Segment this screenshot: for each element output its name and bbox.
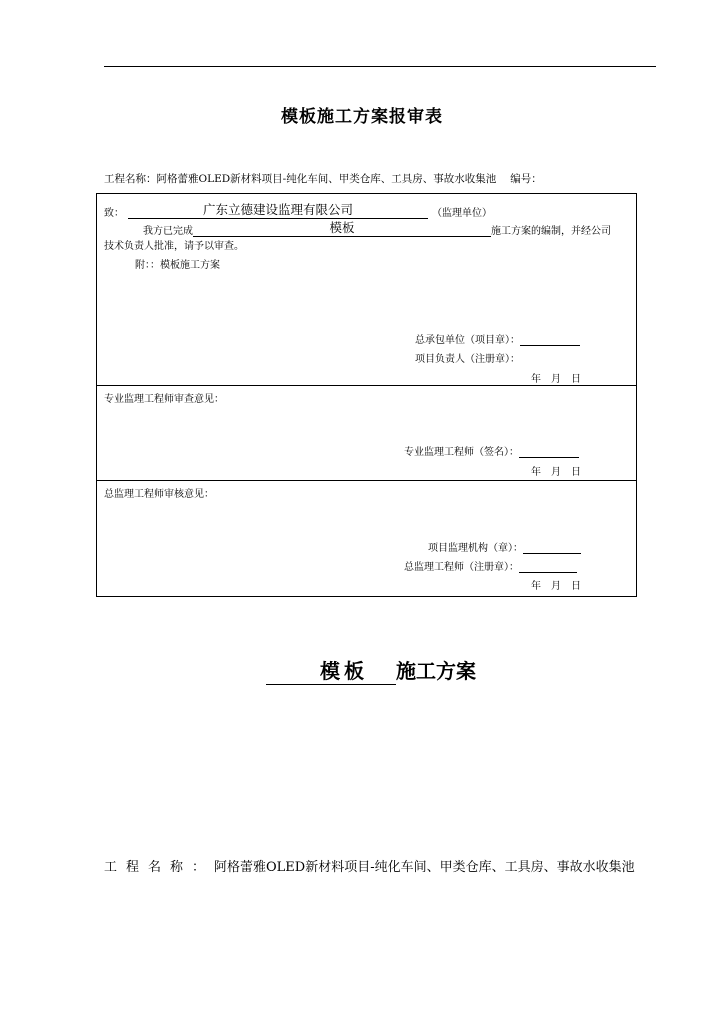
project-info-line <box>104 171 542 186</box>
plan-title-blank-left <box>266 664 320 685</box>
completed-prefix: 我方已完成 <box>143 226 193 237</box>
supervision-org-line <box>428 539 581 554</box>
cover-project-line <box>104 856 635 875</box>
engineer-date: 年 月 日 <box>531 467 581 478</box>
chief-engineer-line <box>404 558 577 573</box>
attachment-note: 附：：模板施工方案 <box>135 260 220 271</box>
plan-title-word: 模板 <box>320 655 368 685</box>
to-label: 致： <box>104 208 124 219</box>
supervision-org-label: 项目监理机构（章）： <box>428 543 523 554</box>
chief-engineer-blank <box>519 561 577 573</box>
chief-review-heading: 总监理工程师审核意见： <box>104 489 214 500</box>
plan-title-blank-right <box>368 664 396 685</box>
project-label: 工程名称： <box>104 173 157 185</box>
cover-project-label: 工程名称： <box>104 860 215 875</box>
approval-text: 技术负责人批准，请予以审查。 <box>104 241 244 252</box>
project-manager-label: 项目负责人（注册章）： <box>415 354 520 365</box>
chief-review-section <box>97 480 636 597</box>
plan-cover-title <box>266 655 476 685</box>
contractor-seal-line <box>415 331 580 346</box>
plan-title-text: 施工方案 <box>396 659 476 683</box>
engineer-review-section <box>97 385 636 481</box>
engineer-review-heading: 专业监理工程师审查意见： <box>104 394 224 405</box>
supervision-company: 广东立德建设监理有限公司 <box>128 200 428 219</box>
project-manager-line <box>415 350 520 365</box>
supervision-unit-suffix: （监理单位） <box>432 208 492 219</box>
serial-number-label: 编号： <box>510 173 542 185</box>
completed-suffix: 施工方案的编制，并经公司 <box>491 226 611 237</box>
submission-date: 年 月 日 <box>531 374 581 385</box>
submission-section <box>97 194 636 385</box>
header-rule <box>104 66 656 67</box>
contractor-seal-blank <box>520 334 580 346</box>
project-name: 阿格蕾雅OLED新材料项目-纯化车间、甲类仓库、工具房、事故水收集池 <box>156 173 497 185</box>
engineer-sign-blank <box>519 446 579 458</box>
supervision-org-blank <box>523 542 581 554</box>
engineer-sign-label: 专业监理工程师（签名）： <box>404 447 519 458</box>
document-title: 模板施工方案报审表 <box>281 107 443 127</box>
contractor-label: 总承包单位（项目章）： <box>415 335 520 346</box>
cover-project-name: 阿格蕾雅OLED新材料项目-纯化车间、甲类仓库、工具房、事故水收集池 <box>214 860 635 875</box>
chief-engineer-label: 总监理工程师（注册章）： <box>404 562 519 573</box>
approval-form-table <box>96 193 637 597</box>
completion-line <box>143 218 611 237</box>
addressee-line <box>104 200 492 219</box>
chief-date: 年 月 日 <box>531 581 581 592</box>
plan-name-field: 模板 <box>193 218 491 237</box>
engineer-sign-line <box>404 443 579 458</box>
